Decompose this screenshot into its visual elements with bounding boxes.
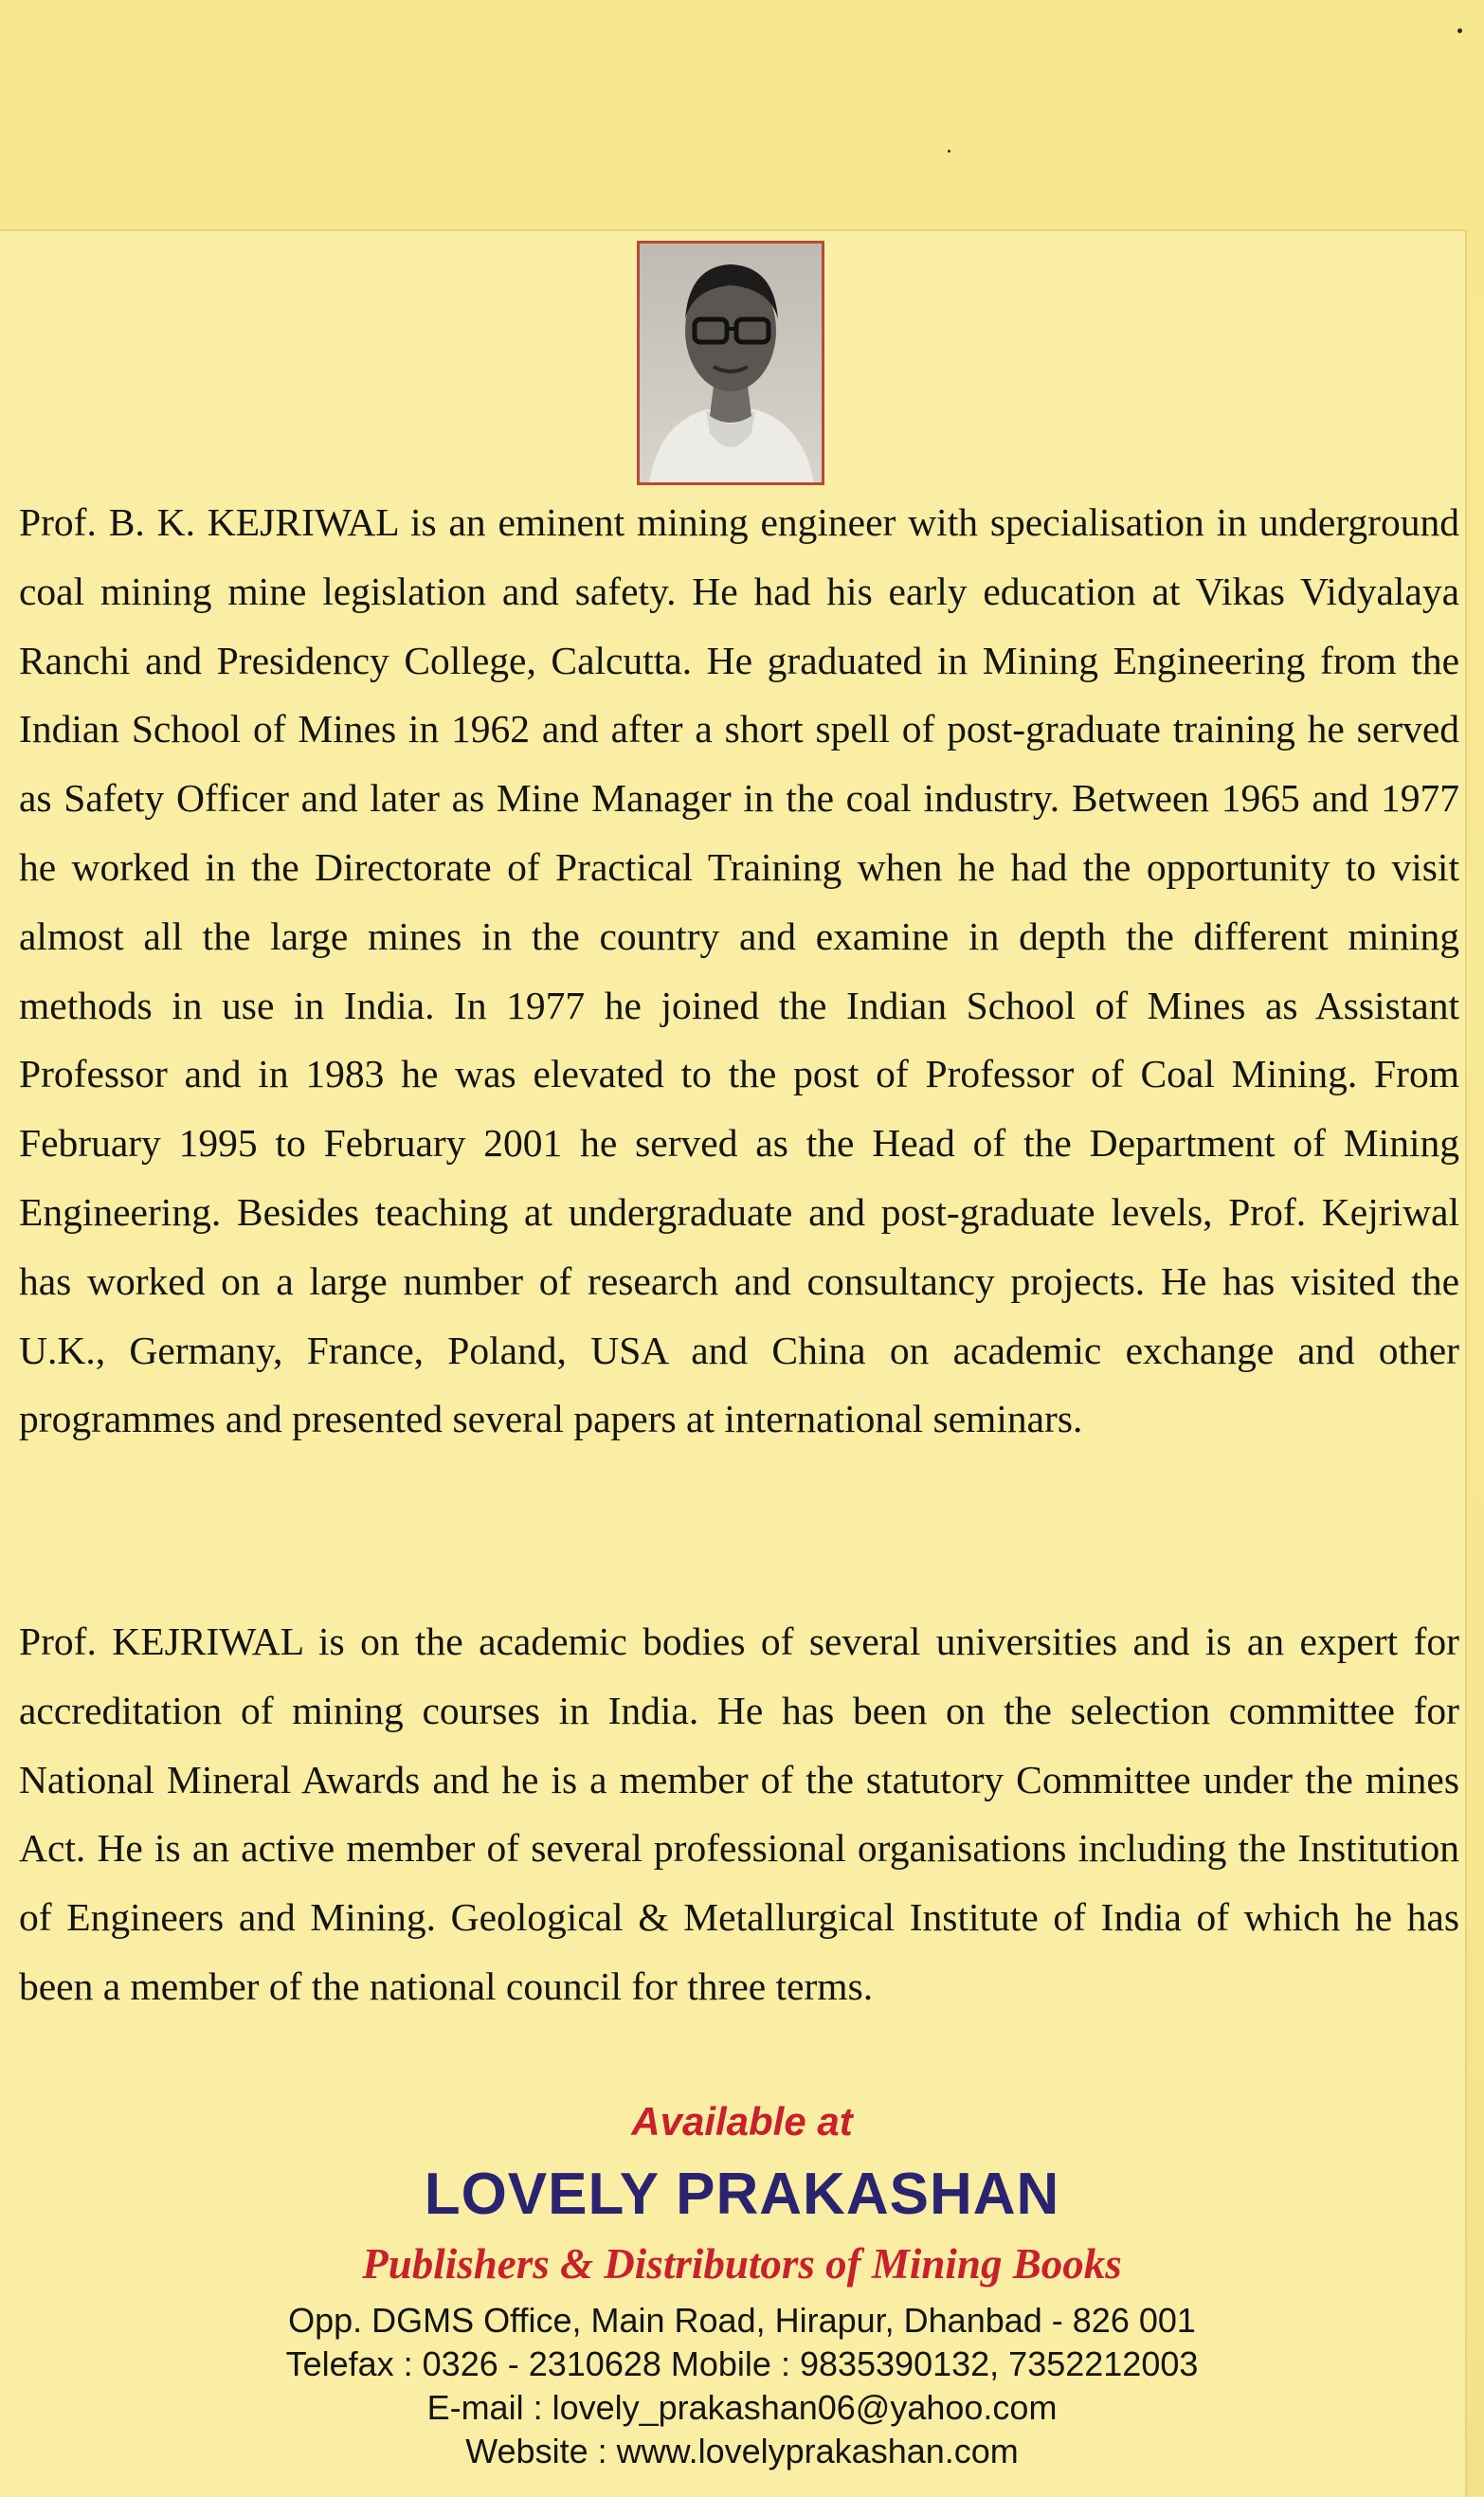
print-speck xyxy=(948,150,950,153)
author-portrait-image xyxy=(640,244,822,482)
publisher-tagline: Publishers & Distributors of Mining Books xyxy=(362,2240,1122,2288)
publisher-phones: Telefax : 0326 - 2310628 Mobile : 9835390132, 7352212003 xyxy=(285,2344,1199,2383)
publisher-email: E-mail : lovely_prakashan06@yahoo.com xyxy=(426,2388,1058,2427)
author-bio-paragraph-2: Prof. KEJRIWAL is on the academic bodies of several universities and is an expert for accreditation of mining courses in India. He has been on the selection committee for National Mineral Awards and he is a member of the statutory Committee under the mines Act. He is an active member of several professional organisations including the Institution of Engineers and Mining. Geological & Metallurgical Institute of India of which he has been a member of the national council for three terms. xyxy=(19,1619,1459,2008)
author-photo xyxy=(637,241,824,485)
publisher-name: LOVELY PRAKASHAN xyxy=(424,2162,1060,2227)
available-at-label: Available at xyxy=(631,2099,853,2144)
author-bio-paragraph-1: Prof. B. K. KEJRIWAL is an eminent mining engineer with specialisation in underground coal mining mine legislation and safety. He had his early education at Vikas Vidyalaya Ranchi and Presidency College, Calcutta. He graduated in Mining Engineering from the Indian School of Mines in 1962 and after a short spell of post-graduate training he served as Safety Officer and later as Mine Manager in the coal industry. Between 1965 and 1977 he worked in the Directorate of Practical Training when he had the opportunity to visit almost all the large mines in the country and examine in depth the different mining methods in use in India. In 1977 he joined the Indian School of Mines as Assistant Professor and in 1983 he was elevated to the post of Professor of Coal Mining. From February 1995 to February 2001 he served as the Head of the Department of Mining Engineering. Besides teaching at undergraduate and post-graduate levels, Prof. Kejriwal has worked on a large number of research and consultancy projects. He has visited the U.K., Germany, France, Poland, USA and China on academic exchange and other programmes and presented several papers at international seminars. xyxy=(19,500,1459,1441)
print-speck xyxy=(1457,28,1462,33)
publisher-address: Opp. DGMS Office, Main Road, Hirapur, Dhanbad - 826 001 xyxy=(288,2301,1196,2340)
publisher-website: Website : www.lovelyprakashan.com xyxy=(465,2432,1019,2470)
